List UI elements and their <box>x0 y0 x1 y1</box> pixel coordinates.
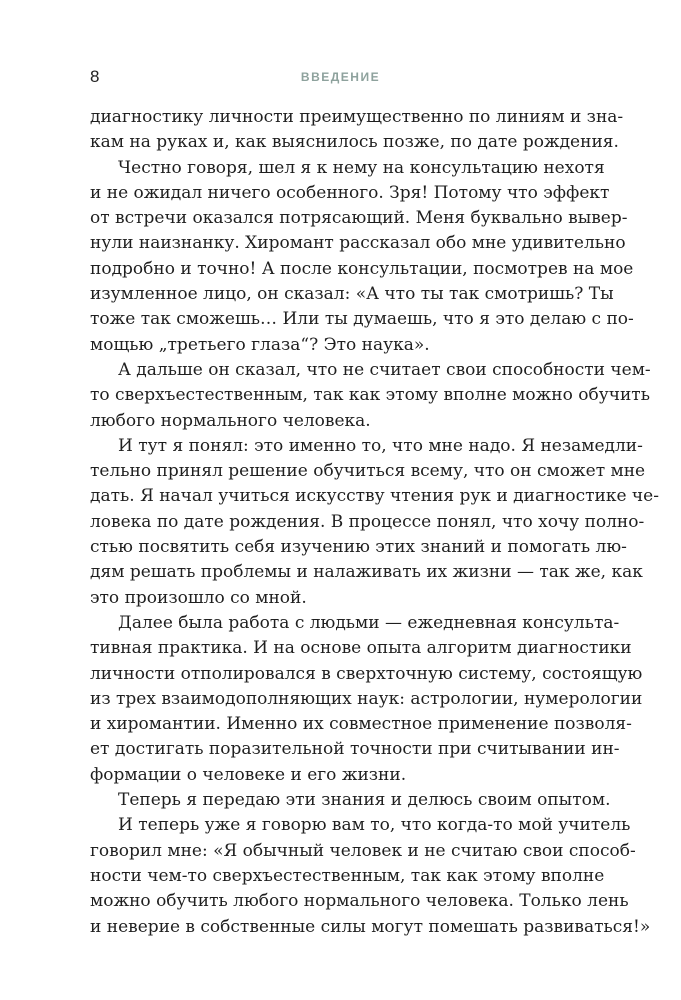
text-line: из трех взаимодополняющих наук: астрологии, нумерологии <box>90 688 643 709</box>
text-line: подробно и точно! А после консультации, посмотрев на мое <box>90 258 634 279</box>
text-line: дать. Я начал учиться искусству чтения рук и диагностике че- <box>90 486 659 507</box>
text-line: от встречи оказался потрясающий. Меня буквально вывер- <box>90 208 628 229</box>
text-line: и хиромантии. Именно их совместное применение позволя- <box>90 714 632 735</box>
text-line: Честно говоря, шел я к нему на консультацию нехотя <box>118 157 605 178</box>
text-line: И тут я понял: это именно то, что мне надо. Я незамедли- <box>118 435 643 456</box>
text-line: диагностику личности преимущественно по линиям и зна- <box>90 107 624 127</box>
text-line: ловека по дате рождения. В процессе понял, что хочу полно- <box>90 511 645 532</box>
text-line: ности чем-то сверхъестественным, так как этому вполне <box>90 865 605 886</box>
text-line: тельно принял решение обучиться всему, что он сможет мне <box>90 461 646 482</box>
text-line: Далее была работа с людьми — ежедневная консульта- <box>118 612 620 633</box>
text-line: И теперь уже я говорю вам то, что когда-то мой учитель <box>118 815 631 836</box>
text-line: стью посвятить себя изучению этих знаний и помогать лю- <box>90 537 627 558</box>
text-line: говорил мне: «Я обычный человек и не считаю свои способ- <box>90 840 636 861</box>
text-line: А дальше он сказал, что не считает свои способности чем- <box>118 359 651 380</box>
text-line: тивная практика. И на основе опыта алгоритм диагностики <box>90 638 632 659</box>
text-line: нули наизнанку. Хиромант рассказал обо мне удивительно <box>90 233 626 254</box>
text-line: личности отполировался в сверхточную систему, состоящую <box>90 663 643 684</box>
text-line: мощью „третьего глаза“? Это наука». <box>90 334 430 355</box>
text-line: тоже так сможешь… Или ты думаешь, что я это делаю с по- <box>90 309 634 330</box>
text-line: это произошло со мной. <box>90 587 307 608</box>
text-line: Теперь я передаю эти знания и делюсь своим опытом. <box>118 790 611 811</box>
text-line: изумленное лицо, он сказал: «А что ты так смотришь? Ты <box>90 284 614 305</box>
text-line: можно обучить любого нормального человека. Только лень <box>90 891 629 912</box>
text-line: то сверхъестественным, так как этому вполне можно обучить <box>90 385 650 406</box>
text-line: дям решать проблемы и налаживать их жизни — так же, как <box>90 562 643 583</box>
text-line: любого нормального человека. <box>90 410 371 431</box>
body-text <box>90 105 659 940</box>
text-line: и неверие в собственные силы могут помешать развиваться!» <box>90 916 651 937</box>
running-head: ВВЕДЕНИЕ <box>300 70 381 84</box>
text-line: формации о человеке и его жизни. <box>90 764 407 785</box>
text-line: кам на руках и, как выяснилось позже, по дате рождения. <box>90 132 619 153</box>
text-line: ет достигать поразительной точности при считывании ин- <box>90 739 620 760</box>
page-number: 8 <box>90 67 100 86</box>
text-line: и не ожидал ничего особенного. Зря! Потому что эффект <box>90 182 610 203</box>
